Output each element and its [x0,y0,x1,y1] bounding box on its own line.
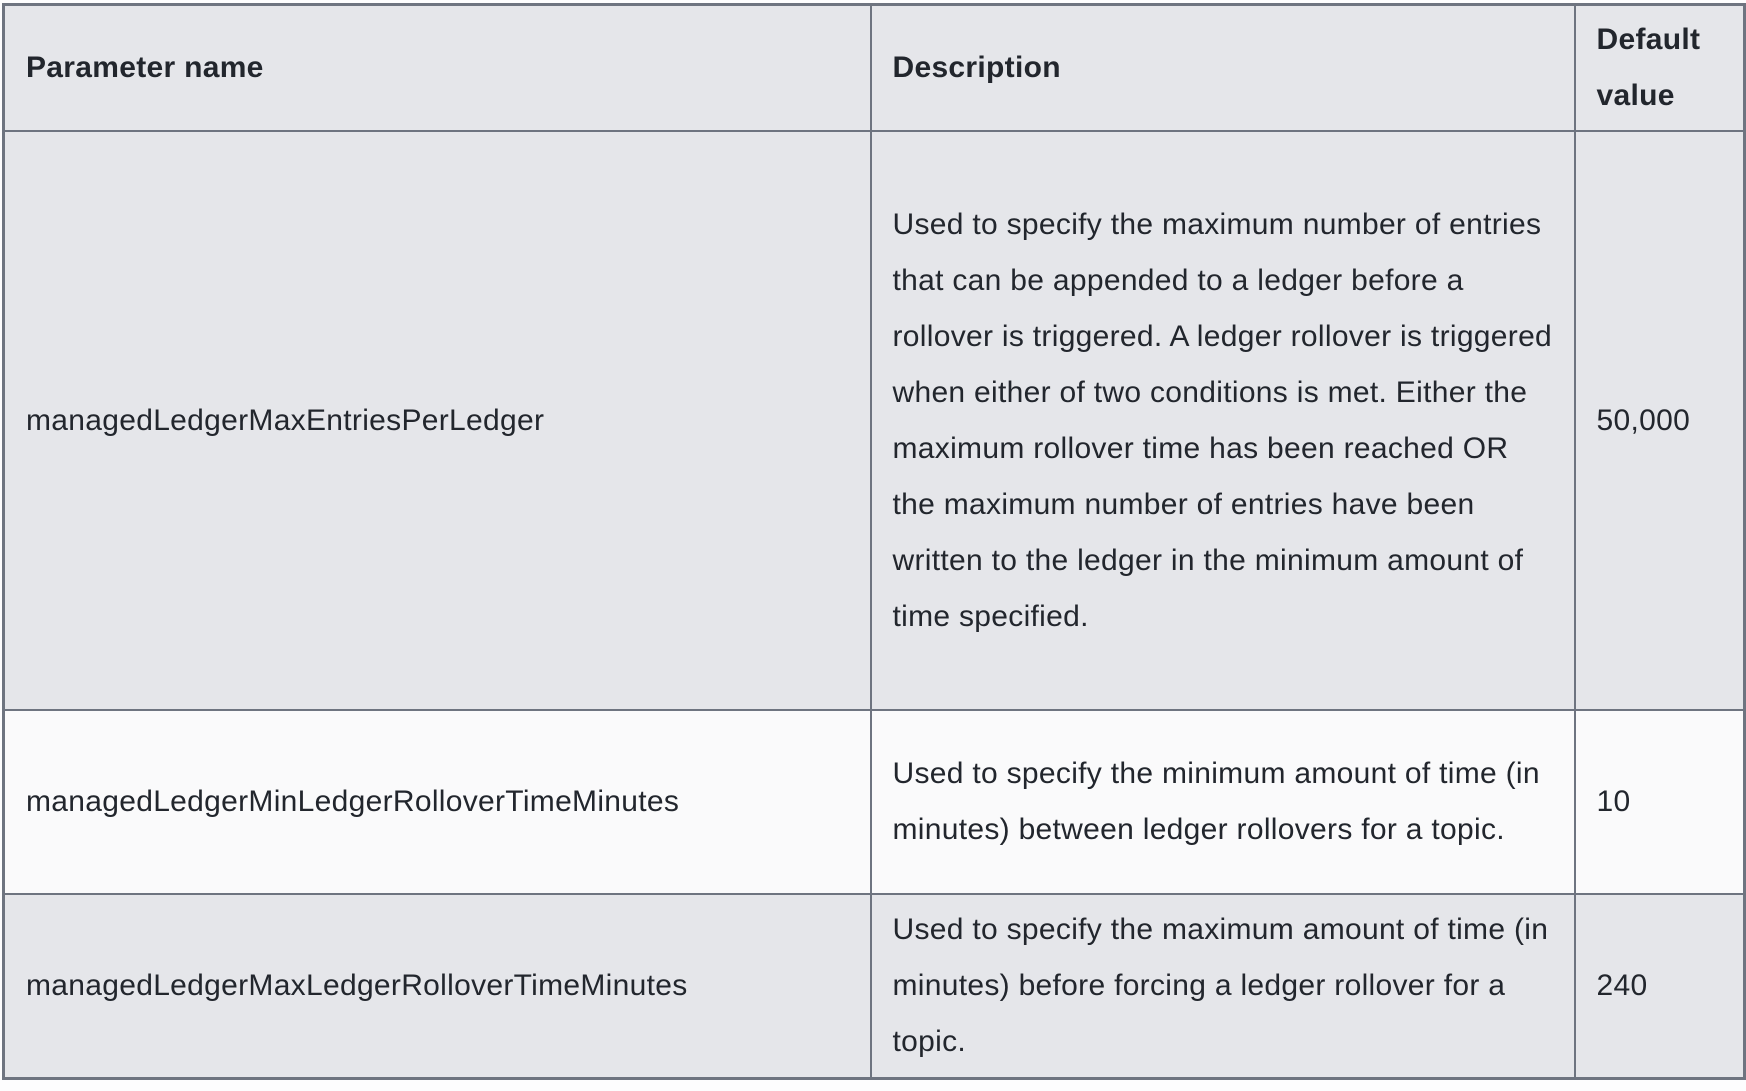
default-value-cell: 240 [1575,894,1745,1078]
column-header-parameter-name: Parameter name [4,5,871,132]
default-value-cell: 50,000 [1575,131,1745,710]
table-row [4,131,1745,710]
description-cell: Used to specify the maximum amount of time (in minutes) before forcing a ledger rollover for a topic. [871,894,1575,1078]
parameters-table [2,3,1746,1080]
parameter-name-cell: managedLedgerMaxLedgerRolloverTimeMinutes [4,894,871,1078]
parameter-name-cell: managedLedgerMinLedgerRolloverTimeMinutes [4,710,871,894]
column-header-description: Description [871,5,1575,132]
description-cell: Used to specify the minimum amount of time (in minutes) between ledger rollovers for a topic. [871,710,1575,894]
parameter-name-cell: managedLedgerMaxEntriesPerLedger [4,131,871,710]
column-header-default-value: Default value [1575,5,1745,132]
table-row [4,894,1745,1078]
default-value-cell: 10 [1575,710,1745,894]
header-row [4,5,1745,132]
table-row [4,710,1745,894]
description-cell: Used to specify the maximum number of entries that can be appended to a ledger before a rollover is triggered. A ledger rollover is triggered when either of two conditions is met. Either the maximum rollover time has been reached OR the maximum number of entries have been written to the ledger in the minimum amount of time specified. [871,131,1575,710]
